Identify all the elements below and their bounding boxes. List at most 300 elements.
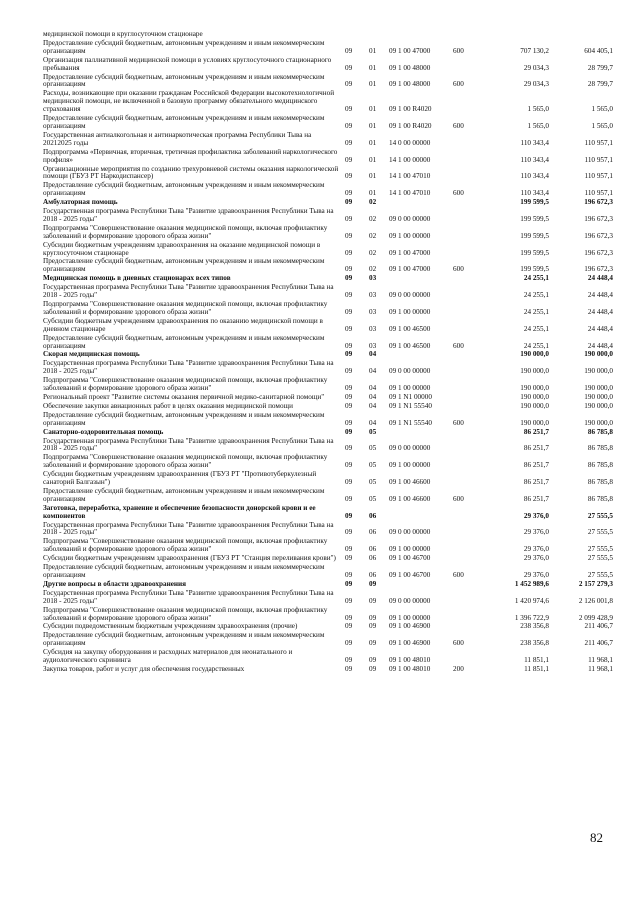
table-row: [43, 258, 613, 275]
row-expense-type: [453, 471, 483, 488]
row-name: Подпрограмма "Совершенствование оказания медицинской помощи, включая профилактику заболеваний и формирование здорового образа жизни": [43, 537, 328, 554]
row-expense-type: [453, 225, 483, 242]
row-name: Подпрограмма «Первичная, вторичная, третичная профилактика заболеваний наркологического профиля»: [43, 147, 338, 164]
row-amount-year2: 24 448,4: [587, 341, 613, 350]
row-amount-year1: 199 599,5: [520, 214, 549, 223]
row-name: Подпрограмма "Совершенствование оказания медицинской помощи, включая профилактику заболеваний и формирование здорового образа жизни": [43, 300, 328, 316]
row-amount-year2: 190 000,0: [584, 350, 613, 359]
row-section: 09: [345, 511, 353, 520]
row-amount-year1: 238 356,8: [520, 639, 549, 648]
row-name: Субсидия на закупку оборудования и расходных материалов для неонатального и аудиологического скрининга: [43, 648, 293, 665]
row-subsection: 04: [369, 418, 377, 427]
row-name: Подпрограмма "Совершенствование оказания медицинской помощи, включая профилактику заболеваний и формирование здорового образа жизни": [43, 605, 328, 622]
row-amount-year2: 86 785,8: [587, 478, 613, 487]
row-amount-year2: 196 672,3: [584, 265, 613, 274]
row-section: 09: [345, 198, 353, 207]
row-subsection: 05: [369, 461, 377, 470]
row-amount-year2: 211 406,7: [584, 639, 613, 648]
row-amount-year1: 86 251,7: [523, 427, 549, 436]
row-name: Предоставление субсидий бюджетным, автономным учреждениям и иным некоммерческим организациям: [43, 631, 325, 648]
row-target-article: 09 1 00 47000: [389, 46, 431, 55]
row-expense-type: 600: [453, 46, 464, 55]
row-target-article: 09 1 00 R4020: [389, 105, 432, 114]
row-target-article: 09 0 00 00000: [389, 596, 431, 605]
row-section: 09: [345, 121, 353, 130]
row-section: 09: [345, 63, 353, 72]
row-section: [345, 31, 369, 40]
row-name: Обеспечение закупки авиационных работ в целях оказания медицинской помощи: [43, 401, 293, 410]
row-amount-year1: 238 356,8: [520, 622, 549, 631]
row-section: 09: [345, 613, 353, 622]
table-row: [43, 132, 613, 149]
row-target-article: [389, 505, 453, 522]
row-name: Предоставление субсидий бюджетным, автономным учреждениям и иным некоммерческим организациям: [43, 181, 325, 198]
row-subsection: 03: [369, 324, 377, 333]
row-subsection: 03: [369, 291, 377, 300]
row-name: Подпрограмма "Совершенствование оказания медицинской помощи, включая профилактику заболеваний и формирование здорового образа жизни": [43, 376, 328, 393]
row-section: 09: [345, 401, 353, 410]
row-target-article: 09 0 00 00000: [389, 528, 431, 537]
row-amount-year2: 27 555,5: [587, 511, 613, 520]
row-name: Субсидии бюджетным учреждениям здравоохранения (ГБУЗ РТ "Станция переливания крови"): [43, 554, 336, 563]
row-expense-type: 600: [453, 265, 464, 274]
row-amount-year1: 29 376,0: [523, 571, 549, 579]
row-subsection: 04: [369, 392, 377, 401]
row-name: Субсидии бюджетным учреждениям здравоохранения на оказание медицинской помощи в круглосуточном стационаре: [43, 240, 321, 257]
row-target-article: 09 1 00 48000: [389, 63, 431, 72]
row-amount-year2: 11 968,1: [588, 656, 613, 665]
budget-table-body: [43, 31, 613, 675]
row-amount-year1: 1 565,0: [527, 105, 549, 114]
row-section: 09: [345, 427, 353, 436]
row-section: 09: [345, 46, 353, 55]
row-subsection: 03: [369, 307, 377, 316]
row-expense-type: [453, 90, 483, 115]
row-expense-type: 600: [453, 341, 464, 350]
row-name: Государственная программа Республики Тыва "Развитие здравоохранения Республики Тыва на 2018 - 2025 годы": [43, 520, 334, 537]
row-section: 09: [345, 231, 353, 240]
row-subsection: 04: [369, 367, 377, 376]
table-row: [43, 412, 613, 429]
row-expense-type: 600: [453, 121, 464, 130]
table-row: [43, 505, 613, 522]
row-section: 09: [345, 265, 353, 274]
row-expense-type: [453, 649, 483, 666]
row-amount-year2: 27 555,5: [587, 554, 613, 563]
row-section: 09: [345, 138, 353, 147]
row-target-article: 09 1 00 00000: [389, 613, 431, 622]
row-expense-type: [453, 522, 483, 539]
row-amount-year1: 199 599,5: [520, 265, 549, 274]
row-target-article: 09 1 00 46700: [389, 571, 431, 579]
row-name: Заготовка, переработка, хранение и обеспечение безопасности донорской крови и ее компонентов: [43, 503, 316, 520]
row-target-article: [389, 581, 453, 590]
row-name: Субсидии бюджетным учреждениям здравоохранения по оказанию медицинской помощи в дневном стационаре: [43, 316, 323, 333]
row-subsection: 05: [369, 444, 377, 453]
table-row: [43, 57, 613, 74]
table-row: [43, 301, 613, 318]
row-name: Предоставление субсидий бюджетным, автономным учреждениям и иным некоммерческим организациям: [43, 38, 325, 55]
row-section: 09: [345, 444, 353, 453]
table-row: [43, 438, 613, 455]
row-subsection: 06: [369, 571, 377, 579]
row-expense-type: [453, 623, 483, 632]
row-subsection: 01: [369, 80, 377, 89]
table-row: [43, 284, 613, 301]
row-subsection: 06: [369, 545, 377, 554]
table-row: [43, 360, 613, 377]
row-subsection: 09: [369, 656, 377, 665]
row-name: Предоставление субсидий бюджетным, автономным учреждениям и иным некоммерческим организациям: [43, 257, 325, 274]
table-row: [43, 454, 613, 471]
row-target-article: 09 1 00 47000: [389, 265, 431, 274]
row-amount-year2: 24 448,4: [587, 291, 613, 300]
row-expense-type: [453, 555, 483, 564]
row-section: 09: [345, 596, 353, 605]
row-amount-year1: 11 851,1: [524, 656, 549, 665]
table-row: [43, 318, 613, 335]
table-row: [43, 649, 613, 666]
row-name: Государственная программа Республики Тыва "Развитие здравоохранения Республики Тыва на 2018 - 2025 годы": [43, 436, 334, 453]
table-row: [43, 590, 613, 607]
row-target-article: 09 0 00 00000: [389, 214, 431, 223]
row-section: 09: [345, 367, 353, 376]
row-target-article: 09 1 N1 55540: [389, 401, 432, 410]
row-target-article: 09 1 00 00000: [389, 384, 431, 393]
row-section: 09: [345, 571, 353, 579]
row-amount-year2: 2 157 279,3: [578, 579, 613, 588]
row-amount-year1: 29 376,0: [523, 545, 549, 554]
row-expense-type: [453, 351, 483, 360]
row-name: Предоставление субсидий бюджетным, автономным учреждениям и иным некоммерческим организациям: [43, 72, 325, 89]
row-name: Предоставление субсидий бюджетным, автономным учреждениям и иным некоммерческим организациям: [43, 486, 325, 503]
row-target-article: 14 0 00 00000: [389, 138, 431, 147]
row-amount-year1: 1 452 989,6: [514, 579, 549, 588]
row-amount-year2: 1 565,0: [591, 105, 613, 114]
row-expense-type: [453, 57, 483, 74]
row-amount-year1: 1 396 722,9: [514, 613, 549, 622]
row-amount-year1: 110 343,4: [520, 189, 549, 198]
row-amount-year2: 190 000,0: [584, 367, 613, 376]
row-name: Субсидии бюджетным учреждениям здравоохранения (ГБУЗ РТ "Противотуберкулезный санаторий Балгазын"): [43, 470, 317, 487]
row-amount-year1: 29 034,3: [523, 63, 549, 72]
row-amount-year1: 11 851,1: [524, 664, 549, 673]
table-row: [43, 377, 613, 394]
row-amount-year1: [483, 31, 549, 40]
row-amount-year2: 110 957,1: [584, 172, 613, 181]
row-target-article: 09 1 00 00000: [389, 231, 431, 240]
row-amount-year1: 1 565,0: [527, 121, 549, 130]
row-expense-type: [453, 275, 483, 284]
row-target-article: 09 1 00 46900: [389, 622, 431, 631]
row-target-article: 09 1 00 46900: [389, 639, 431, 648]
table-row: [43, 522, 613, 539]
row-amount-year1: 24 255,1: [523, 341, 549, 350]
row-section: 09: [345, 494, 353, 503]
row-amount-year2: 2 099 428,9: [578, 613, 613, 622]
row-section: 09: [345, 579, 353, 588]
row-subsection: 09: [369, 613, 377, 622]
row-subsection: 04: [369, 350, 377, 359]
row-amount-year2: 190 000,0: [584, 401, 613, 410]
row-target-article: 09 0 00 00000: [389, 291, 431, 300]
row-target-article: 09 1 00 46600: [389, 478, 431, 487]
row-expense-type: [453, 149, 483, 166]
row-expense-type: [453, 242, 483, 259]
row-amount-year1: 190 000,0: [520, 392, 549, 401]
row-target-article: 09 1 00 00000: [389, 307, 431, 316]
page-number: 82: [590, 830, 603, 845]
row-amount-year1: 24 255,1: [523, 291, 549, 300]
row-subsection: 01: [369, 155, 377, 164]
row-amount-year1: 24 255,1: [523, 274, 549, 283]
row-expense-type: [453, 581, 483, 590]
row-target-article: 14 1 00 47010: [389, 172, 431, 181]
row-target-article: 09 1 00 00000: [389, 461, 431, 470]
row-amount-year2: 604 405,1: [584, 46, 613, 55]
row-target-article: [389, 275, 453, 284]
row-expense-type: 600: [453, 80, 464, 89]
row-subsection: 09: [369, 579, 377, 588]
row-amount-year1: 707 130,2: [520, 46, 549, 55]
row-subsection: 04: [369, 384, 377, 393]
row-expense-type: [453, 590, 483, 607]
row-expense-type: [453, 360, 483, 377]
row-name: Санаторно-оздоровительная помощь: [43, 427, 164, 436]
row-target-article: [389, 31, 453, 40]
row-target-article: 09 0 00 00000: [389, 444, 431, 453]
row-expense-type: [453, 166, 483, 183]
row-subsection: 02: [369, 248, 377, 257]
row-amount-year1: 190 000,0: [520, 401, 549, 410]
row-expense-type: 600: [453, 494, 464, 503]
row-expense-type: 600: [453, 189, 464, 198]
row-amount-year1: 110 343,4: [520, 138, 549, 147]
row-target-article: 09 1 00 48000: [389, 80, 431, 89]
row-section: 09: [345, 622, 353, 631]
row-target-article: 09 1 00 48010: [389, 656, 431, 665]
row-amount-year1: 1 420 974,6: [514, 596, 549, 605]
row-amount-year1: 29 376,0: [523, 528, 549, 537]
row-amount-year2: 28 799,7: [587, 63, 613, 72]
row-amount-year2: 86 785,8: [587, 494, 613, 503]
row-subsection: 05: [369, 427, 377, 436]
row-subsection: 06: [369, 554, 377, 563]
row-amount-year1: 190 000,0: [520, 350, 549, 359]
row-target-article: 09 1 N1 55540: [389, 418, 432, 427]
row-name: Расходы, возникающие при оказании гражданам Российской Федерации высокотехнологичной медицинской помощи, не включенной в базовую программу обязательного медицинского страхования: [43, 89, 335, 114]
table-row: [43, 242, 613, 259]
row-amount-year1: 24 255,1: [523, 324, 549, 333]
row-amount-year1: 29 376,0: [523, 511, 549, 520]
row-amount-year1: 29 376,0: [523, 554, 549, 563]
row-name: Подпрограмма "Совершенствование оказания медицинской помощи, включая профилактику заболеваний и формирование здорового образа жизни": [43, 223, 328, 240]
budget-table: [43, 31, 613, 675]
row-amount-year2: 27 555,5: [587, 571, 613, 579]
row-amount-year1: 86 251,7: [523, 461, 549, 470]
table-row: [43, 40, 613, 57]
table-row: [43, 115, 613, 132]
row-subsection: 01: [369, 63, 377, 72]
row-subsection: 01: [369, 138, 377, 147]
row-target-article: 09 1 00 46600: [389, 494, 431, 503]
row-expense-type: [453, 454, 483, 471]
row-amount-year2: 2 126 001,8: [578, 596, 613, 605]
table-row: [43, 208, 613, 225]
row-amount-year2: 190 000,0: [584, 384, 613, 393]
table-row: [43, 182, 613, 199]
row-target-article: 09 0 00 00000: [389, 367, 431, 376]
row-name: Скорая медицинская помощь: [43, 350, 140, 359]
row-expense-type: [453, 318, 483, 335]
row-amount-year1: 86 251,7: [523, 444, 549, 453]
row-name: Региональный проект "Развитие системы оказания первичной медико-санитарной помощи": [43, 392, 325, 401]
row-expense-type: [453, 284, 483, 301]
row-subsection: 01: [369, 121, 377, 130]
row-amount-year2: 86 785,8: [587, 444, 613, 453]
row-expense-type: [453, 538, 483, 555]
row-expense-type: 600: [453, 571, 464, 579]
row-target-article: [389, 429, 453, 438]
row-expense-type: [453, 429, 483, 438]
row-section: 09: [345, 307, 353, 316]
row-section: 09: [345, 155, 353, 164]
row-subsection: 03: [369, 274, 377, 283]
table-row: [43, 632, 613, 649]
row-expense-type: [453, 394, 483, 403]
row-amount-year2: [549, 31, 613, 40]
row-name: Государственная программа Республики Тыва "Развитие здравоохранения Республики Тыва на 2018 - 2025 годы": [43, 588, 334, 605]
row-target-article: [389, 351, 453, 360]
table-row: [43, 225, 613, 242]
row-section: 09: [345, 418, 353, 427]
row-name: Предоставление субсидий бюджетным, автономным учреждениям и иным некоммерческим организациям: [43, 410, 325, 427]
row-name: Предоставление субсидий бюджетным, автономным учреждениям и иным некоммерческим организациям: [43, 114, 325, 130]
row-amount-year2: 86 785,8: [587, 427, 613, 436]
row-expense-type: 200: [453, 664, 464, 673]
row-name: Медицинская помощь в дневных стационарах всех типов: [43, 274, 231, 283]
row-subsection: 09: [369, 622, 377, 631]
row-amount-year2: 27 555,5: [587, 528, 613, 537]
row-target-article: 09 1 00 R4020: [389, 121, 432, 130]
row-name: Предоставление субсидий бюджетным, автономным учреждениям и иным некоммерческим организациям: [43, 563, 325, 579]
row-section: 09: [345, 324, 353, 333]
row-section: 09: [345, 214, 353, 223]
table-row: [43, 90, 613, 115]
row-name: медицинской помощи в круглосуточном стационаре: [43, 30, 203, 38]
table-row: [43, 564, 613, 581]
row-name: Государственная программа Республики Тыва "Развитие здравоохранения Республики Тыва на 2018 - 2025 годы": [43, 359, 334, 376]
row-expense-type: [453, 438, 483, 455]
row-subsection: 09: [369, 639, 377, 648]
table-row: [43, 538, 613, 555]
row-amount-year2: 86 785,8: [587, 461, 613, 470]
row-section: 09: [345, 639, 353, 648]
row-amount-year2: 196 672,3: [584, 248, 613, 257]
row-section: 09: [345, 172, 353, 181]
row-amount-year2: 196 672,3: [584, 214, 613, 223]
row-expense-type: [453, 31, 483, 40]
row-target-article: 09 1 00 46500: [389, 341, 431, 350]
row-section: 09: [345, 105, 353, 114]
row-subsection: 06: [369, 528, 377, 537]
row-amount-year2: 24 448,4: [587, 307, 613, 316]
row-section: 09: [345, 384, 353, 393]
row-expense-type: 600: [453, 418, 464, 427]
row-target-article: 09 1 00 00000: [389, 545, 431, 554]
row-amount-year2: 190 000,0: [584, 392, 613, 401]
table-row: [43, 471, 613, 488]
row-amount-year1: 199 599,5: [520, 248, 549, 257]
row-amount-year2: 1 565,0: [591, 121, 613, 130]
row-name: Другие вопросы в области здравоохранения: [43, 579, 187, 588]
row-subsection: 04: [369, 401, 377, 410]
row-section: 09: [345, 189, 353, 198]
row-expense-type: [453, 199, 483, 208]
row-section: 09: [345, 274, 353, 283]
row-amount-year2: 110 957,1: [584, 189, 613, 198]
row-section: 09: [345, 341, 353, 350]
row-amount-year1: 190 000,0: [520, 367, 549, 376]
row-amount-year1: 199 599,5: [520, 198, 549, 207]
row-amount-year2: 28 799,7: [587, 80, 613, 89]
row-subsection: [369, 31, 389, 40]
row-expense-type: [453, 301, 483, 318]
row-section: 09: [345, 664, 353, 673]
row-expense-type: [453, 377, 483, 394]
row-name: Организация паллиативной медицинской помощи в условиях круглосуточного стационарного пребывания: [43, 55, 332, 72]
row-section: 09: [345, 478, 353, 487]
row-subsection: 02: [369, 214, 377, 223]
row-subsection: 01: [369, 105, 377, 114]
row-target-article: 14 1 00 47010: [389, 189, 431, 198]
table-row: [43, 149, 613, 166]
row-amount-year1: 190 000,0: [520, 418, 549, 427]
row-amount-year1: 24 255,1: [523, 307, 549, 316]
row-subsection: 01: [369, 172, 377, 181]
table-row: [43, 666, 613, 675]
row-amount-year1: 86 251,7: [523, 494, 549, 503]
row-amount-year2: 110 957,1: [584, 138, 613, 147]
row-subsection: 01: [369, 46, 377, 55]
row-expense-type: [453, 132, 483, 149]
row-amount-year2: 24 448,4: [587, 274, 613, 283]
table-row: [43, 74, 613, 91]
row-amount-year1: 190 000,0: [520, 384, 549, 393]
row-section: 09: [345, 350, 353, 359]
row-amount-year2: 11 968,1: [588, 664, 613, 673]
row-amount-year2: 196 672,3: [584, 198, 613, 207]
row-section: 09: [345, 392, 353, 401]
row-expense-type: [453, 505, 483, 522]
row-name: Предоставление субсидий бюджетным, автономным учреждениям и иным некоммерческим организациям: [43, 333, 325, 350]
row-name: Государственная антиалкогольная и антинаркотическая программа Республики Тыва на 20212025 годы: [43, 130, 312, 147]
row-name: Амбулаторная помощь: [43, 198, 118, 207]
row-subsection: 02: [369, 198, 377, 207]
row-target-article: 09 1 00 46700: [389, 554, 431, 563]
row-section: 09: [345, 291, 353, 300]
budget-document: [43, 31, 613, 675]
row-subsection: 03: [369, 341, 377, 350]
row-subsection: 01: [369, 189, 377, 198]
row-amount-year2: 190 000,0: [584, 418, 613, 427]
row-expense-type: 600: [453, 639, 464, 648]
row-name: Субсидии подведомственным бюджетным учреждениям здравоохранения (прочие): [43, 622, 298, 631]
row-name: Подпрограмма "Совершенствование оказания медицинской помощи, включая профилактику заболеваний и формирование здорового образа жизни": [43, 453, 328, 470]
row-name: Закупка товаров, работ и услуг для обеспечения государственных: [43, 664, 245, 673]
row-section: 09: [345, 554, 353, 563]
row-amount-year2: 211 406,7: [584, 622, 613, 631]
